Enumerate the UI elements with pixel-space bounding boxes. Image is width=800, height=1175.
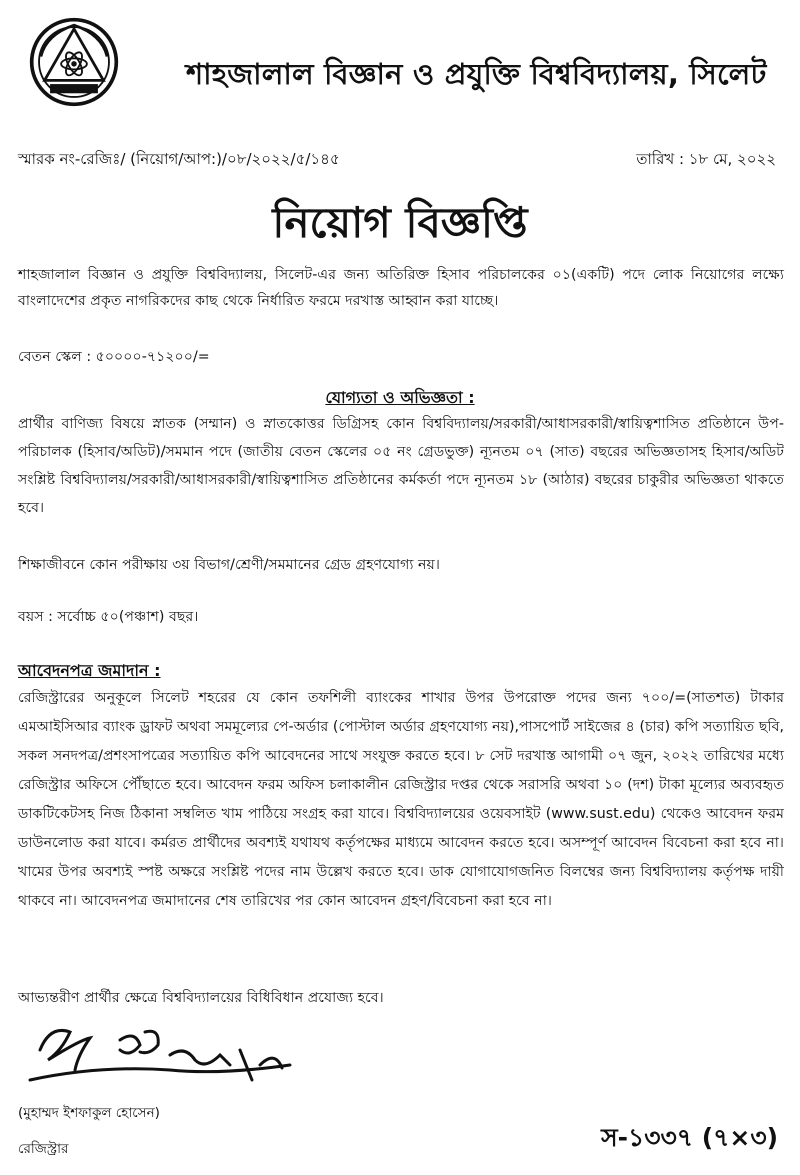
- memo-reference: স্মারক নং-রেজিঃ/ (নিয়োগ/আপ:)/০৮/২০২২/৫/১৪৫: [18, 150, 340, 168]
- intro-paragraph: শাহজালাল বিজ্ঞান ও প্রযুক্তি বিশ্ববিদ্যালয়, সিলেট-এর জন্য অতিরিক্ত হিসাব পরিচালকের ০১(একটি) পদে লোক নিয়োগের লক্ষ্যে বাংলাদেশের প্রকৃত নাগরিকদের কাছ থেকে নির্ধারিত ফরমে দরখাস্ত আহ্বান করা যাচ্ছে।: [18, 267, 784, 309]
- university-name: শাহজালাল বিজ্ঞান ও প্রযুক্তি বিশ্ববিদ্যালয়, সিলেট: [186, 57, 767, 91]
- submission-heading: আবেদনপত্র জমাদান :: [18, 661, 161, 680]
- age-limit: বয়স : সর্বোচ্চ ৫০(পঞ্চাশ) বছর।: [18, 609, 199, 625]
- advertisement-code: স-১৩৩৭ (৭×৩): [601, 1123, 778, 1152]
- notice-title: নিয়োগ বিজ্ঞপ্তি: [272, 198, 528, 247]
- header: [18, 10, 788, 115]
- notice-date: তারিখ : ১৮ মে, ২০২২: [636, 150, 776, 168]
- internal-candidate-note: আভ্যন্তরীণ প্রার্থীর ক্ষেত্রে বিশ্ববিদ্যালয়ের বিধিবিধান প্রযোজ্য হবে।: [18, 990, 384, 1006]
- qualification-heading-text: যোগ্যতা ও অভিজ্ঞতা :: [325, 388, 475, 407]
- submission-paragraph: রেজিস্ট্রারের অনুকূলে সিলেট শহরের যে কোন তফশিলী ব্যাংকের শাখার উপর উপরোক্ত পদের জন্য ৭০০/=(সাতশত) টাকার এমআইসিআর ব্যাংক ড্রাফট অথবা সমমূল্যের পে-অর্ডার (পোস্টাল অর্ডার গ্রহণযোগ্য নয়),পাসপোর্ট সাইজের ৪ (চার) কপি সত্যায়িত ছবি, সকল সনদপত্র/প্রশংসাপত্রের সত্যায়িত কপি আবেদনের সাথে সংযুক্ত করতে হবে। ৮ সেট দরখাস্ত আগামী ০৭ জুন, ২০২২ তারিখের মধ্যে রেজিস্ট্রার অফিসে পৌঁছাতে হবে। আবেদন ফরম অফিস চলাকালীন রেজিস্ট্রার দপ্তর থেকে সরাসরি অথবা ১০ (দশ) টাকা মূল্যের অব্যবহৃত ডাকটিকেটসহ নিজ ঠিকানা সম্বলিত খাম পাঠিয়ে সংগ্রহ করা যাবে। বিশ্ববিদ্যালয়ের ওয়েবসাইট (www.sust.edu) থেকেও আবেদন ফরম ডাউনলোড করা যাবে। কর্মরত প্রার্থীদের অবশ্যই যথাযথ কর্তৃপক্ষের মাধ্যমে আবেদন করতে হবে। অসম্পূর্ণ আবেদন বিবেচনা করা হবে না। খামের উপর অবশ্যই স্পষ্ট অক্ষরে সংশ্লিষ্ট পদের নাম উল্লেখ করতে হবে। ডাক যোগাযোগজনিত বিলম্বের জন্য বিশ্ববিদ্যালয় কর্তৃপক্ষ দায়ী থাকবে না। আবেদনপত্র জমাদানের শেষ তারিখের পর কোন আবেদন গ্রহণ/বিবেচনা করা হবে না।: [18, 690, 784, 909]
- division-note: শিক্ষাজীবনে কোন পরীক্ষায় ৩য় বিভাগ/শ্রেণী/সমমানের গ্রেড গ্রহণযোগ্য নয়।: [18, 557, 440, 573]
- qualification-paragraph: প্রার্থীর বাণিজ্য বিষয়ে স্নাতক (সম্মান) ও স্নাতকোত্তর ডিগ্রিসহ কোন বিশ্ববিদ্যালয়/সরকারী/আধাসরকারী/স্বায়িত্বশাসিত প্রতিষ্ঠানে উপ-পরিচালক (হিসাব/অডিট)/সমমান পদে (জাতীয় বেতন স্কেলের ০৫ নং গ্রেডভুক্ত) ন্যূনতম ০৭ (সাত) বছরের অভিজ্ঞতাসহ হিসাব/অডিট সংশ্লিষ্ট বিশ্ববিদ্যালয়/সরকারী/আধাসরকারী/স্বায়িত্বশাসিত প্রতিষ্ঠানের কর্মকর্তা পদে ন্যূনতম ১৮ (আঠার) বছরের চাকুরীর অভিজ্ঞতা থাকতে হবে।: [18, 416, 784, 516]
- qualification-heading: [0, 385, 800, 412]
- university-seal-logo: [28, 16, 120, 108]
- pay-scale: বেতন স্কেল : ৫০০০০-৭১২০০/=: [18, 349, 210, 365]
- registrar-designation: রেজিস্ট্রার: [18, 1141, 69, 1157]
- registrar-name: (মুহাম্মদ ইশফাকুল হোসেন): [18, 1105, 160, 1121]
- registrar-signature: [20, 1010, 310, 1100]
